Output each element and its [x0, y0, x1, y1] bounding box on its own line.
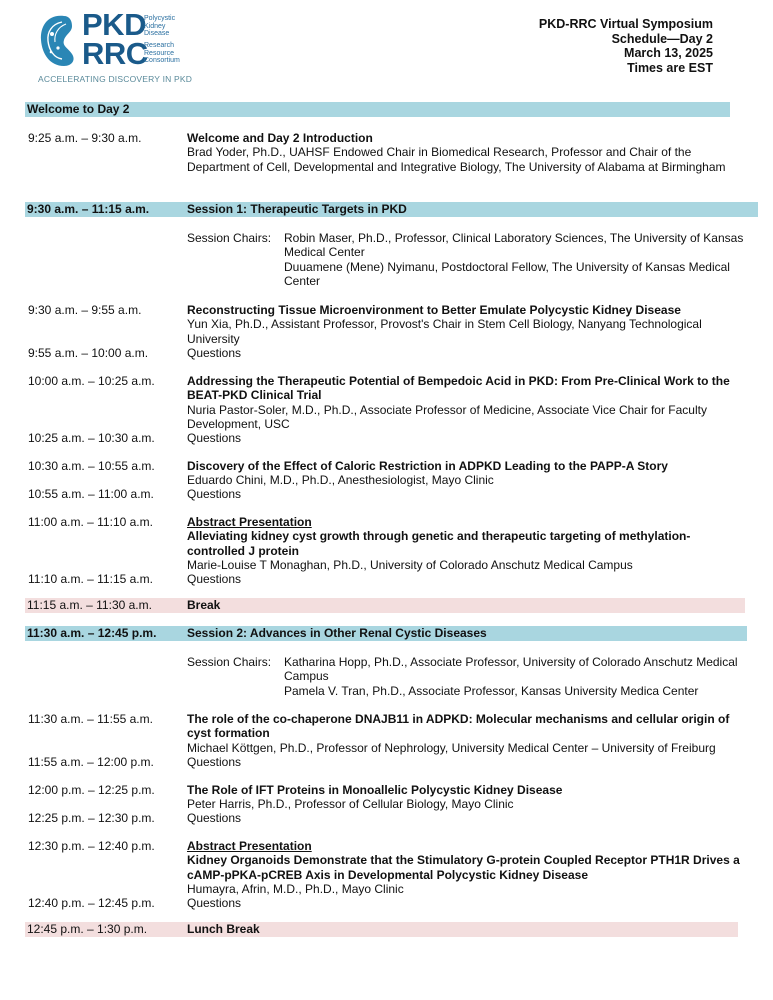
session2-title: Session 2: Advances in Other Renal Cystic Diseases — [187, 626, 487, 640]
talk5 — [187, 712, 747, 755]
talk3-time: 10:30 a.m. – 10:55 a.m. — [28, 459, 155, 473]
document-header — [539, 17, 713, 75]
talk2-speaker: Nuria Pastor-Soler, M.D., Ph.D., Associate Professor of Medicine, Associate Vice Chair for Faculty Development, USC — [187, 402, 707, 431]
break-bar — [25, 598, 745, 613]
talk7-kind: Abstract Presentation — [187, 839, 312, 853]
talk3-questions-time: 10:55 a.m. – 11:00 a.m. — [28, 487, 154, 501]
logo-pkd-text: PKD — [82, 7, 146, 42]
talk4-questions: Questions — [187, 572, 242, 586]
break-time: 11:15 a.m. – 11:30 a.m. — [27, 598, 152, 612]
session1-chairs — [187, 231, 747, 288]
talk2 — [187, 374, 747, 431]
talk7 — [187, 839, 747, 896]
session2-time: 11:30 a.m. – 12:45 p.m. — [27, 626, 157, 640]
session1-time: 9:30 a.m. – 11:15 a.m. — [27, 202, 150, 216]
talk5-time: 11:30 a.m. – 11:55 a.m. — [28, 712, 153, 726]
talk5-speaker: Michael Köttgen, Ph.D., Professor of Nephrology, University Medical Center – University of Freiburg — [187, 740, 716, 755]
talk4-questions-time: 11:10 a.m. – 11:15 a.m. — [28, 572, 153, 586]
talk4-speaker: Marie-Louise T Monaghan, Ph.D., University of Colorado Anschutz Medical Campus — [187, 557, 633, 572]
talk6-speaker: Peter Harris, Ph.D., Professor of Cellular Biology, Mayo Clinic — [187, 797, 514, 812]
talk2-questions: Questions — [187, 431, 242, 445]
talk6-questions-time: 12:25 p.m. – 12:30 p.m. — [28, 811, 155, 825]
talk2-questions-time: 10:25 a.m. – 10:30 a.m. — [28, 431, 155, 445]
talk6 — [187, 783, 747, 812]
session2-chairs — [187, 655, 747, 698]
talk1-title: Reconstructing Tissue Microenvironment to Better Emulate Polycystic Kidney Disease — [187, 303, 681, 317]
schedule-date: March 13, 2025 — [624, 46, 713, 60]
session2-chair-2: Pamela V. Tran, Ph.D., Associate Professor, Kansas University Medica Center — [284, 683, 699, 698]
lunch-bar — [25, 922, 738, 937]
pkd-rrc-logo — [38, 7, 208, 84]
logo-rrc-text: RRC — [82, 36, 148, 71]
talk1-questions: Questions — [187, 346, 242, 360]
talk7-title: Kidney Organoids Demonstrate that the Stimulatory G-protein Coupled Receptor PTH1R Drives a cAMP-pPKA-pCREB Axis in Developmental Polycystic Kidney Disease — [187, 853, 740, 882]
talk7-speaker: Humayra, Afrin, M.D., Ph.D., Mayo Clinic — [187, 881, 404, 896]
talk4 — [187, 515, 747, 572]
talk5-questions-time: 11:55 a.m. – 12:00 p.m. — [28, 755, 154, 769]
welcome-speaker: Brad Yoder, Ph.D., UAHSF Endowed Chair in Biomedical Research, Professor and Chair of the Department of Cell, Developmental and Integrative Biology, The University of Alabama at Birmingham — [187, 145, 726, 174]
session1-chairs-label: Session Chairs: — [187, 231, 272, 245]
welcome-bar — [25, 102, 730, 117]
lunch-time: 12:45 p.m. – 1:30 p.m. — [27, 922, 148, 936]
talk6-questions: Questions — [187, 811, 242, 825]
welcome-time: 9:25 a.m. – 9:30 a.m. — [28, 131, 142, 145]
schedule-day: Schedule—Day 2 — [611, 31, 713, 46]
session2-bar — [25, 626, 747, 641]
welcome-title: Welcome and Day 2 Introduction — [187, 131, 373, 145]
lunch-title: Lunch Break — [187, 922, 260, 936]
talk6-time: 12:00 p.m. – 12:25 p.m. — [28, 783, 155, 797]
talk1-questions-time: 9:55 a.m. – 10:00 a.m. — [28, 346, 149, 360]
talk4-title: Alleviating kidney cyst growth through genetic and therapeutic targeting of methylation-controlled J protein — [187, 529, 691, 558]
talk5-title: The role of the co-chaperone DNAJB11 in ADPKD: Molecular mechanisms and cellular origin of cyst formation — [187, 712, 730, 741]
break-title: Break — [187, 598, 221, 612]
session1-title: Session 1: Therapeutic Targets in PKD — [187, 202, 407, 216]
symposium-title: PKD-RRC Virtual Symposium — [538, 17, 713, 31]
talk1 — [187, 303, 747, 346]
talk4-time: 11:00 a.m. – 11:10 a.m. — [28, 515, 153, 529]
session2-chairs-label: Session Chairs: — [187, 655, 272, 669]
session1-bar — [25, 202, 758, 217]
talk3-speaker: Eduardo Chini, M.D., Ph.D., Anesthesiologist, Mayo Clinic — [187, 473, 494, 488]
logo-subtitle-bottom: Research Resource Consortium — [144, 42, 180, 64]
welcome-bar-title: Welcome to Day 2 — [27, 102, 130, 116]
talk1-time: 9:30 a.m. – 9:55 a.m. — [28, 303, 142, 317]
talk5-questions: Questions — [187, 755, 242, 769]
session1-chair-1: Robin Maser, Ph.D., Professor, Clinical Laboratory Sciences, The University of Kansas Medical Center — [284, 231, 744, 260]
session2-chair-1: Katharina Hopp, Ph.D., Associate Professor, University of Colorado Anschutz Medical Campus — [284, 655, 738, 684]
talk7-time: 12:30 p.m. – 12:40 p.m. — [28, 839, 155, 853]
talk3 — [187, 459, 747, 488]
talk7-questions-time: 12:40 p.m. – 12:45 p.m. — [28, 896, 155, 910]
talk6-title: The Role of IFT Proteins in Monoallelic Polycystic Kidney Disease — [187, 783, 563, 797]
timezone-note: Times are EST — [627, 60, 713, 75]
talk3-title: Discovery of the Effect of Caloric Restriction in ADPKD Leading to the PAPP-A Story — [187, 459, 668, 473]
talk1-speaker: Yun Xia, Ph.D., Assistant Professor, Provost's Chair in Stem Cell Biology, Nanyang Technological University — [187, 317, 702, 346]
session1-chair-2: Duuamene (Mene) Nyimanu, Postdoctoral Fellow, The University of Kansas Medical Center — [284, 259, 730, 288]
talk2-time: 10:00 a.m. – 10:25 a.m. — [28, 374, 155, 388]
talk2-title: Addressing the Therapeutic Potential of Bempedoic Acid in PKD: From Pre-Clinical Work to the BEAT-PKD Clinical Trial — [187, 374, 730, 403]
talk7-questions: Questions — [187, 896, 242, 910]
welcome-item — [187, 131, 747, 174]
talk4-kind: Abstract Presentation — [187, 515, 312, 529]
kidney-logo-icon — [38, 12, 82, 70]
talk3-questions: Questions — [187, 487, 242, 501]
logo-tagline: ACCELERATING DISCOVERY IN PKD — [38, 74, 193, 84]
logo-subtitle-top: Polycystic Kidney Disease — [144, 15, 176, 37]
